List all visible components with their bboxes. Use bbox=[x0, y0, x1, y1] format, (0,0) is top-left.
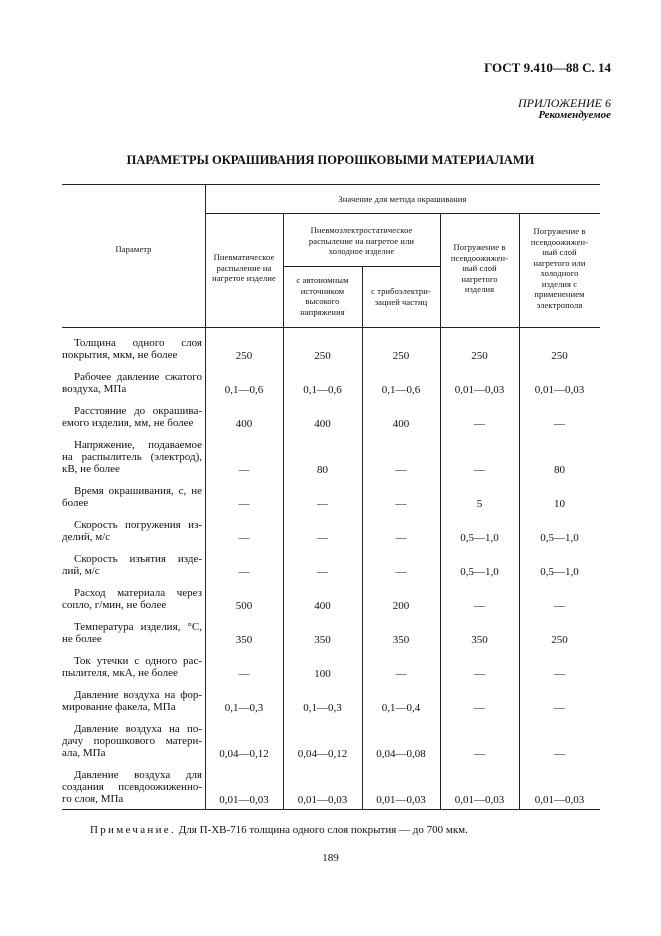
method-group-header: Значение для метода окрашивания bbox=[338, 194, 467, 204]
value-cell: 0,04—0,08 bbox=[376, 748, 426, 760]
value-cell: — bbox=[474, 600, 485, 612]
table-note bbox=[90, 824, 468, 836]
value-cell: 100 bbox=[314, 668, 331, 680]
value-cell: — bbox=[554, 600, 565, 612]
value-cell: 400 bbox=[392, 418, 410, 430]
value-cell: — bbox=[474, 464, 485, 476]
value-cell: — bbox=[554, 702, 565, 714]
value-cell: — bbox=[317, 566, 328, 578]
method-header-rule bbox=[205, 213, 600, 214]
value-cell: — bbox=[317, 498, 328, 510]
note-text: Для П-ХВ-716 толщина одного слоя покрытия — до 700 мкм. bbox=[176, 824, 468, 836]
value-cell: — bbox=[554, 668, 565, 680]
value-cell: — bbox=[395, 566, 407, 578]
value-cell: 350 bbox=[392, 634, 410, 646]
value-cell: 0,01—0,03 bbox=[376, 794, 426, 806]
value-cell: 80 bbox=[317, 464, 328, 476]
param-column-header: Параметр bbox=[115, 244, 152, 254]
value-cell: 400 bbox=[235, 418, 253, 430]
param-label: Температура изделия, °С, не более bbox=[62, 621, 202, 645]
param-label: Ток утечки с одного рас- пылителя, мкА, не более bbox=[62, 655, 202, 679]
value-cell: 0,01—0,03 bbox=[534, 794, 585, 806]
value-cell: — bbox=[474, 418, 485, 430]
table-top-rule bbox=[62, 184, 600, 185]
value-cell: 400 bbox=[314, 600, 331, 612]
value-cell: 250 bbox=[551, 350, 568, 362]
param-label: Напряжение, подаваемое на распылитель (электрод), кВ, не более bbox=[62, 439, 202, 475]
value-cell: — bbox=[474, 702, 485, 714]
appendix-block bbox=[518, 97, 611, 121]
page-number: 189 bbox=[322, 852, 339, 864]
value-cell: — bbox=[554, 748, 565, 760]
standard-header: ГОСТ 9.410—88 С. 14 bbox=[484, 60, 611, 75]
table-bottom-rule bbox=[62, 809, 600, 810]
value-cell: — bbox=[317, 532, 328, 544]
value-cell: 0,5—1,0 bbox=[540, 532, 579, 544]
value-cell: 0,5—1,0 bbox=[460, 532, 499, 544]
value-cell: 5 bbox=[476, 498, 483, 510]
param-label: Давление воздуха на фор- мирование факела, МПа bbox=[62, 689, 202, 713]
value-cell: — bbox=[395, 464, 407, 476]
param-label: Расход материала через сопло, г/мин, не более bbox=[62, 587, 202, 611]
col-rule-4 bbox=[440, 213, 441, 809]
value-cell: 0,01—0,03 bbox=[454, 794, 505, 806]
electrostatic-group-header: Пневмоэлектростатическое распыление на нагретое или холодное изделие bbox=[308, 225, 415, 256]
value-cell: 0,01—0,03 bbox=[454, 384, 505, 396]
value-cell: 0,1—0,6 bbox=[224, 384, 264, 396]
value-cell: — bbox=[474, 748, 485, 760]
value-cell: 350 bbox=[471, 634, 488, 646]
value-cell: 200 bbox=[392, 600, 410, 612]
param-label: Давление воздуха на по- дачу порошкового матери- ала, МПа bbox=[62, 723, 202, 759]
value-cell: 0,5—1,0 bbox=[460, 566, 499, 578]
value-cell: 0,1—0,3 bbox=[224, 702, 264, 714]
triboelectric-header: с трибоэлектри- зацией частиц bbox=[371, 286, 431, 307]
value-cell: 80 bbox=[554, 464, 565, 476]
appendix-label: ПРИЛОЖЕНИЕ 6 bbox=[518, 96, 611, 110]
param-label: Рабочее давление сжатого воздуха, МПа bbox=[62, 371, 202, 395]
autonomous-source-header: с автономным источником высокого напряжения bbox=[296, 275, 349, 317]
value-cell: 0,01—0,03 bbox=[219, 794, 269, 806]
value-cell: 400 bbox=[314, 418, 331, 430]
value-cell: 0,04—0,12 bbox=[219, 748, 269, 760]
fluidized-field-header: Погружение в псевдоожижен- ный слой нагретого или холодного изделия с применением электрополя bbox=[530, 226, 589, 310]
value-cell: 0,5—1,0 bbox=[540, 566, 579, 578]
value-cell: — bbox=[395, 532, 407, 544]
fluidized-bed-header: Погружение в псевдоожижен- ный слой нагретого изделия bbox=[450, 242, 509, 294]
value-cell: 0,1—0,4 bbox=[381, 702, 421, 714]
param-label: Расстояние до окрашива- емого изделия, мм, не более bbox=[62, 405, 202, 429]
appendix-status: Рекомендуемое bbox=[538, 109, 611, 121]
value-cell: — bbox=[238, 668, 250, 680]
param-label: Толщина одного слоя покрытия, мкм, не более bbox=[62, 337, 202, 361]
value-cell: — bbox=[474, 668, 485, 680]
value-cell: — bbox=[395, 668, 407, 680]
value-cell: — bbox=[395, 498, 407, 510]
value-cell: 250 bbox=[551, 634, 568, 646]
pneumatic-column-header: Пневматическое распыление на нагретое изделие bbox=[212, 252, 276, 283]
param-label: Давление воздуха для создания псевдоожиженно- го слоя, МПа bbox=[62, 769, 202, 805]
value-cell: 500 bbox=[235, 600, 253, 612]
value-cell: 250 bbox=[235, 350, 253, 362]
value-cell: 0,1—0,6 bbox=[303, 384, 342, 396]
value-cell: 0,01—0,03 bbox=[297, 794, 348, 806]
param-label: Время окрашивания, с, не более bbox=[62, 485, 202, 509]
value-cell: — bbox=[238, 532, 250, 544]
value-cell: 350 bbox=[235, 634, 253, 646]
value-cell: 350 bbox=[314, 634, 331, 646]
value-cell: 0,04—0,12 bbox=[297, 748, 348, 760]
param-label: Скорость изъятия изде- лий, м/с bbox=[62, 553, 202, 577]
value-cell: 250 bbox=[314, 350, 331, 362]
value-cell: 0,01—0,03 bbox=[534, 384, 585, 396]
note-label: Примечание. bbox=[90, 824, 177, 836]
page-title: ПАРАМЕТРЫ ОКРАШИВАНИЯ ПОРОШКОВЫМИ МАТЕРИАЛАМИ bbox=[126, 153, 535, 167]
value-cell: 0,1—0,6 bbox=[381, 384, 421, 396]
param-label: Скорость погружения из- делий, м/с bbox=[62, 519, 202, 543]
value-cell: — bbox=[238, 464, 250, 476]
value-cell: 0,1—0,3 bbox=[303, 702, 342, 714]
value-cell: — bbox=[554, 418, 565, 430]
value-cell: 10 bbox=[554, 498, 565, 510]
value-cell: — bbox=[238, 566, 250, 578]
value-cell: 250 bbox=[471, 350, 488, 362]
value-cell: — bbox=[238, 498, 250, 510]
value-cell: 250 bbox=[392, 350, 410, 362]
